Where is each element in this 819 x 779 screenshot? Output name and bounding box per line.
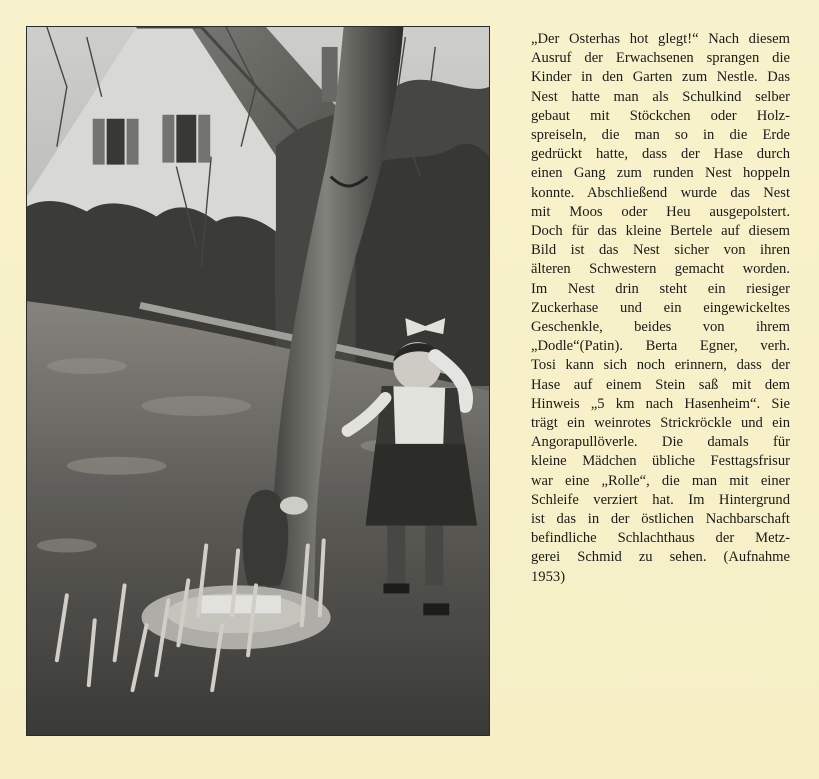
black-and-white-photograph <box>26 26 490 736</box>
caption-line: Schleife verziert hat. Im Hintergrund <box>531 491 790 508</box>
caption-line: „Der Osterhas hot glegt!“ Nach diesem <box>531 31 790 47</box>
caption-line: kleine Mädchen übliche Festtagsfrisur <box>531 453 790 470</box>
caption-line: Kinder in den Garten zum Nestle. Das <box>531 69 790 86</box>
caption-line: war eine „Rolle“, die man mit einer <box>531 472 790 489</box>
caption-line: Angorapullöverle. Die damals für <box>531 434 790 451</box>
caption-line: Doch für das kleine Bertele auf diesem <box>531 223 790 240</box>
caption-line: Zuckerhase und ein eingewickeltes <box>531 299 790 316</box>
caption-line: gebaut mit Stöckchen oder Holz- <box>531 107 790 124</box>
caption-line: Nest hatte man als Schulkind selber <box>531 88 790 105</box>
caption-line: ist das in der östlichen Nachbarschaft <box>531 511 790 528</box>
caption-line: Ausruf der Erwachsenen sprangen die <box>531 50 790 67</box>
caption-line: Hinweis „5 km nach Hasenheim“. Sie <box>531 395 790 412</box>
photo-caption <box>531 30 790 587</box>
caption-line: konnte. Abschließend wurde das Nest <box>531 184 790 201</box>
caption-line: mit Moos oder Heu ausgepolstert. <box>531 203 790 220</box>
caption-line: trägt ein weinrotes Strickröckle und ein <box>531 415 790 432</box>
caption-line: einen Gang zum runden Nest hoppeln <box>531 165 790 182</box>
caption-line: Geschenkle, beides von ihrem <box>531 319 790 336</box>
caption-line: spreiseln, die man so in die Erde <box>531 127 790 144</box>
caption-line: gerei Schmid zu sehen. (Aufnahme <box>531 549 790 566</box>
caption-line: befindliche Schlachthaus der Metz- <box>531 530 790 547</box>
photograph-image <box>27 27 489 735</box>
caption-line: 1953) <box>531 568 566 585</box>
caption-line: gedrückt hatte, dass der Hase durch <box>531 146 790 163</box>
caption-line: Im Nest drin steht ein riesiger <box>531 280 790 297</box>
caption-line: Hase auf einem Stein saß mit dem <box>531 376 790 393</box>
caption-line: älteren Schwestern gemacht worden. <box>531 261 790 278</box>
caption-line: „Dodle“(Patin). Berta Egner, verh. <box>531 338 790 355</box>
caption-line: Tosi kann sich noch erinnern, dass der <box>531 357 790 374</box>
caption-line: Bild ist das Nest sicher von ihren <box>531 242 790 259</box>
